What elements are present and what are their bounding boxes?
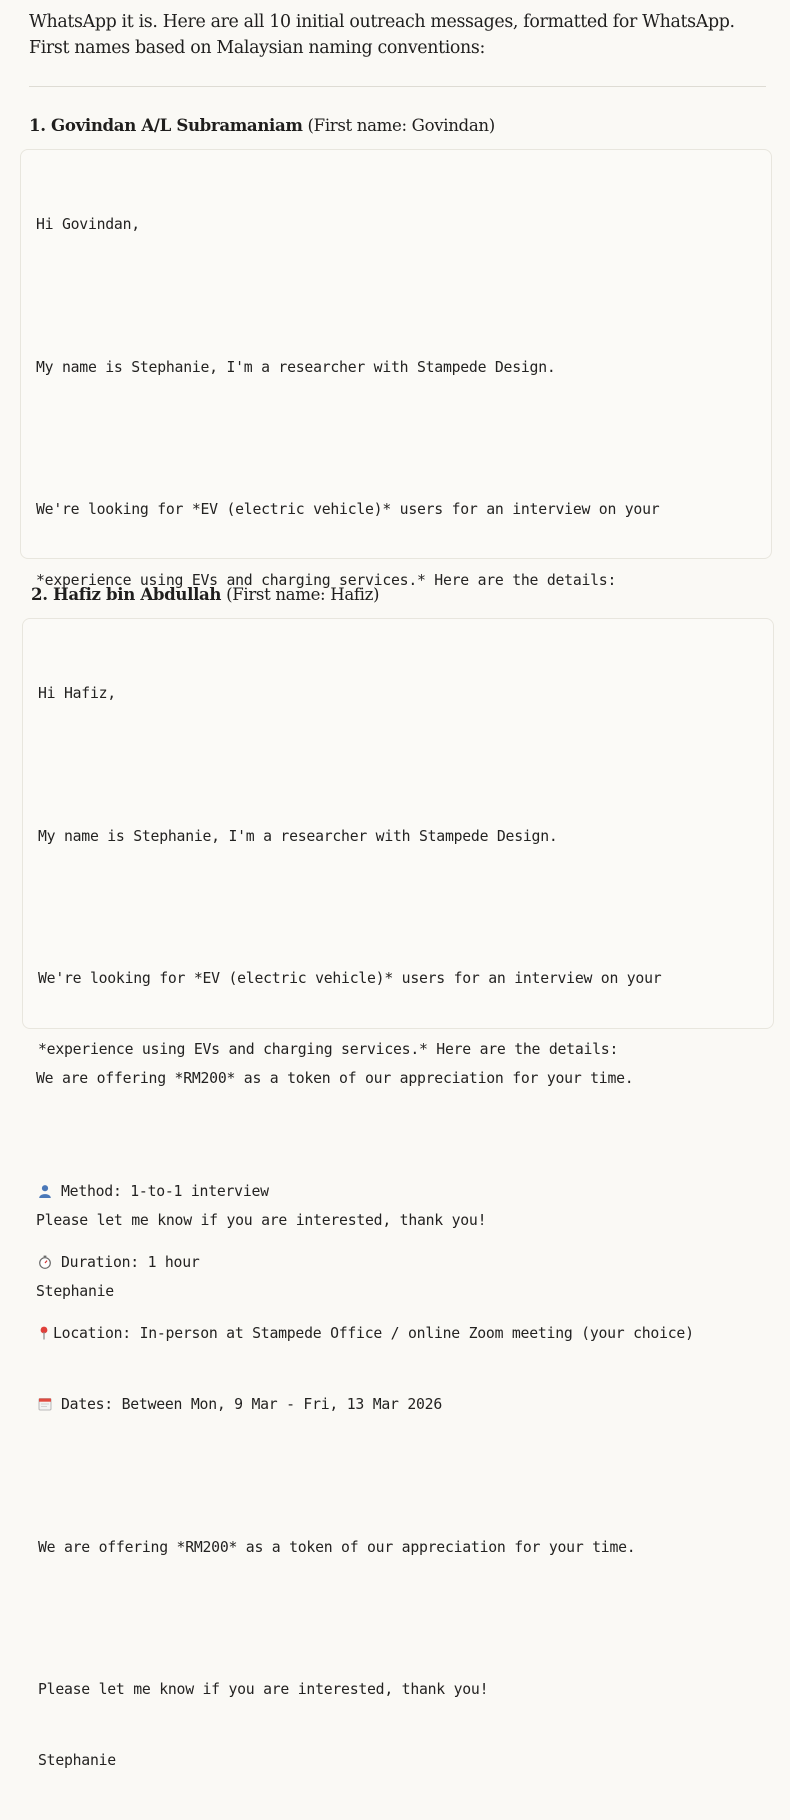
message-greeting: Hi Hafiz, (38, 685, 116, 703)
contact-heading-1 (29, 113, 495, 138)
stopwatch-icon (38, 1255, 52, 1269)
method-text: Method: 1-to-1 interview (61, 1183, 269, 1201)
message-duration (38, 1251, 694, 1275)
message-code-block-2[interactable] (22, 618, 774, 1769)
message-method (38, 1180, 694, 1204)
message-offer: We are offering *RM200* as a token of our appreciation for your time. (36, 1069, 634, 1087)
message-intro: My name is Stephanie, I'm a researcher with Stampede Design. (36, 358, 556, 376)
message-looking-line-1: We're looking for *EV (electric vehicle)* users for an interview on your (36, 500, 660, 518)
message-looking-line-1: We're looking for *EV (electric vehicle)* users for an interview on your (38, 969, 662, 987)
pin-icon (39, 1326, 49, 1340)
message-closing: Please let me know if you are interested, thank you! (36, 1211, 487, 1229)
message-signature: Stephanie (38, 1751, 116, 1769)
intro-text: WhatsApp it is. Here are all 10 initial outreach messages, formatted for WhatsApp. First names based on Malaysian naming conventions: (29, 12, 735, 58)
divider (29, 86, 766, 87)
message-text[interactable] (38, 635, 694, 1820)
message-closing: Please let me know if you are interested, thank you! (38, 1680, 489, 1698)
location-text: Location: In-person at Stampede Office / online Zoom meeting (your choice) (53, 1325, 694, 1343)
duration-text: Duration: 1 hour (61, 1254, 200, 1272)
message-dates (38, 1393, 694, 1417)
message-looking-line-2: *experience using EVs and charging services.* Here are the details: (36, 571, 617, 589)
message-greeting: Hi Govindan, (36, 216, 140, 234)
contact-heading-2 (31, 582, 379, 607)
contact-first-name: (First name: Hafiz) (226, 585, 380, 604)
contact-name: 2. Hafiz bin Abdullah (31, 584, 222, 604)
message-intro: My name is Stephanie, I'm a researcher with Stampede Design. (38, 827, 558, 845)
message-offer: We are offering *RM200* as a token of our appreciation for your time. (38, 1538, 636, 1556)
contact-name: 1. Govindan A/L Subramaniam (29, 115, 303, 135)
calendar-icon (38, 1397, 52, 1411)
contact-first-name: (First name: Govindan) (307, 116, 495, 135)
dates-text: Dates: Between Mon, 9 Mar - Fri, 13 Mar 2026 (61, 1396, 442, 1414)
message-signature: Stephanie (36, 1282, 114, 1300)
person-icon (38, 1184, 52, 1198)
message-looking-line-2: *experience using EVs and charging services.* Here are the details: (38, 1040, 619, 1058)
message-location (38, 1322, 694, 1346)
